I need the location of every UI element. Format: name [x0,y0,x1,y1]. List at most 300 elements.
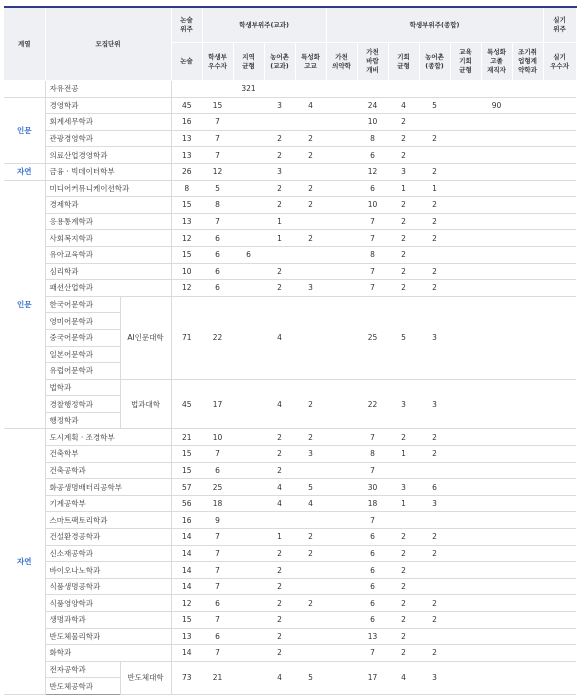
value-cell [357,81,388,98]
value-cell: 2 [388,213,419,230]
value-cell [233,661,264,694]
value-cell [326,230,357,247]
value-cell: 2 [264,446,295,463]
value-cell [233,97,264,114]
value-cell: 24 [357,97,388,114]
value-cell: 2 [295,545,326,562]
value-cell [512,130,543,147]
subheader-cell: 농어촌 (교과) [264,43,295,81]
unit-name: 경영학과 [45,97,171,114]
value-cell [326,578,357,595]
value-cell [326,479,357,496]
value-cell [233,595,264,612]
value-cell [543,462,576,479]
value-cell [326,163,357,180]
value-cell [450,197,481,214]
value-cell: 14 [171,645,202,662]
division-cell [4,81,45,98]
value-cell [419,246,450,263]
value-cell [543,495,576,512]
value-cell [419,628,450,645]
value-cell [450,446,481,463]
value-cell: 21 [202,661,233,694]
value-cell [233,114,264,131]
value-cell: 17 [357,661,388,694]
value-cell [264,246,295,263]
value-cell [295,213,326,230]
value-cell [512,197,543,214]
value-cell [326,197,357,214]
value-cell: 2 [388,529,419,546]
value-cell [512,81,543,98]
value-cell: 2 [419,280,450,297]
value-cell: 2 [388,645,419,662]
value-cell: 2 [388,628,419,645]
value-cell [481,495,512,512]
value-cell: 2 [264,130,295,147]
value-cell [481,197,512,214]
value-cell: 13 [171,628,202,645]
table-row [4,379,576,396]
value-cell [326,114,357,131]
value-cell [326,296,357,379]
value-cell: 2 [388,280,419,297]
value-cell [512,230,543,247]
table-row [4,429,576,446]
value-cell [543,479,576,496]
value-cell: 7 [202,446,233,463]
value-cell [450,628,481,645]
value-cell [326,645,357,662]
value-cell [512,612,543,629]
value-cell: 2 [295,595,326,612]
value-cell: 12 [202,163,233,180]
value-cell [295,628,326,645]
value-cell [512,280,543,297]
value-cell [233,147,264,164]
value-cell: 14 [171,545,202,562]
value-cell: 6 [202,462,233,479]
value-cell: 4 [295,97,326,114]
value-cell: 2 [388,147,419,164]
value-cell: 7 [357,429,388,446]
value-cell [450,562,481,579]
value-cell [481,462,512,479]
value-cell [419,114,450,131]
value-cell: 15 [171,446,202,463]
value-cell [326,612,357,629]
value-cell [233,645,264,662]
value-cell: 3 [388,379,419,429]
value-cell: 71 [171,296,202,379]
table-row [4,230,576,247]
value-cell: 8 [357,130,388,147]
value-cell [450,163,481,180]
value-cell [295,81,326,98]
value-cell: 2 [419,429,450,446]
subheader-cell: 실기 우수자 [543,43,576,81]
value-cell [233,180,264,197]
value-cell [202,81,233,98]
value-cell: 2 [264,595,295,612]
value-cell [450,595,481,612]
value-cell [233,280,264,297]
value-cell [481,612,512,629]
value-cell: 6 [357,612,388,629]
value-cell [512,578,543,595]
value-cell: 2 [419,230,450,247]
table-row [4,612,576,629]
value-cell: 18 [202,495,233,512]
value-cell: 6 [357,147,388,164]
value-cell [326,147,357,164]
table-row [4,246,576,263]
subheader-cell: 조기취 업형계 약학과 [512,43,543,81]
value-cell: 2 [264,263,295,280]
value-cell: 2 [388,595,419,612]
value-cell [233,612,264,629]
value-cell [481,280,512,297]
table-row [4,97,576,114]
unit-name: 전자공학과 [45,661,120,678]
division-cell: 자연 [4,429,45,695]
value-cell: 6 [202,595,233,612]
value-cell: 7 [357,462,388,479]
college-name: AI인문대학 [120,296,171,379]
value-cell: 2 [388,230,419,247]
value-cell: 3 [264,97,295,114]
value-cell [481,147,512,164]
value-cell: 56 [171,495,202,512]
value-cell [295,163,326,180]
value-cell [295,578,326,595]
value-cell [450,429,481,446]
value-cell: 5 [419,97,450,114]
value-cell [419,562,450,579]
value-cell: 13 [357,628,388,645]
subheader-cell: 학생부 우수자 [202,43,233,81]
value-cell: 25 [202,479,233,496]
value-cell [233,495,264,512]
unit-name: 식품생명공학과 [45,578,171,595]
value-cell [233,529,264,546]
value-cell: 8 [202,197,233,214]
unit-name: 도시계획 · 조경학부 [45,429,171,446]
value-cell [481,512,512,529]
value-cell [295,562,326,579]
value-cell [543,230,576,247]
value-cell [326,628,357,645]
value-cell: 2 [295,197,326,214]
value-cell [419,81,450,98]
value-cell [450,263,481,280]
value-cell [326,180,357,197]
value-cell [295,512,326,529]
table-row [4,562,576,579]
value-cell [450,529,481,546]
table-row [4,180,576,197]
value-cell: 7 [357,263,388,280]
value-cell [543,545,576,562]
header-practical-label: 실기 위주 [553,16,566,33]
header-unit: 모집단위 [45,7,171,81]
value-cell: 2 [388,246,419,263]
value-cell: 2 [419,213,450,230]
value-cell: 6 [202,230,233,247]
value-cell [481,429,512,446]
value-cell: 9 [202,512,233,529]
value-cell: 16 [171,114,202,131]
table-row [4,114,576,131]
value-cell: 7 [357,280,388,297]
value-cell: 2 [419,529,450,546]
value-cell [326,661,357,694]
value-cell: 7 [202,545,233,562]
value-cell: 25 [357,296,388,379]
value-cell: 14 [171,529,202,546]
table-row [4,296,576,313]
value-cell: 2 [264,147,295,164]
unit-name: 건축학부 [45,446,171,463]
unit-name: 중국어문학과 [45,329,120,346]
unit-name: 심리학과 [45,263,171,280]
value-cell: 2 [295,130,326,147]
value-cell: 17 [202,379,233,429]
value-cell [295,246,326,263]
value-cell [233,379,264,429]
header-practical [543,7,576,43]
value-cell [233,562,264,579]
value-cell: 6 [357,545,388,562]
unit-name: 한국어문학과 [45,296,120,313]
unit-name: 의료산업경영학과 [45,147,171,164]
value-cell: 4 [264,479,295,496]
value-cell: 2 [419,163,450,180]
value-cell [264,114,295,131]
value-cell: 8 [357,246,388,263]
value-cell [233,163,264,180]
value-cell [326,512,357,529]
value-cell: 15 [202,97,233,114]
table-row [4,197,576,214]
unit-name: 화공생명배터리공학부 [45,479,171,496]
value-cell [326,81,357,98]
value-cell [388,462,419,479]
value-cell: 7 [202,578,233,595]
value-cell [233,479,264,496]
value-cell [450,462,481,479]
value-cell: 1 [264,529,295,546]
value-cell: 7 [202,213,233,230]
value-cell [543,296,576,379]
value-cell: 1 [388,495,419,512]
value-cell: 2 [295,147,326,164]
table-row [4,595,576,612]
table-row [4,462,576,479]
header-division: 계열 [4,7,45,81]
value-cell [543,429,576,446]
value-cell [450,512,481,529]
header-record-subject: 학생부위주(교과) [202,7,326,43]
value-cell [450,379,481,429]
value-cell: 16 [171,512,202,529]
unit-name: 건축공학과 [45,462,171,479]
value-cell: 18 [357,495,388,512]
value-cell [419,147,450,164]
value-cell [326,562,357,579]
value-cell: 2 [295,429,326,446]
value-cell: 15 [171,246,202,263]
value-cell: 2 [388,562,419,579]
value-cell [450,296,481,379]
value-cell [326,595,357,612]
table-row [4,147,576,164]
unit-name: 법학과 [45,379,120,396]
value-cell: 2 [264,545,295,562]
value-cell: 2 [264,578,295,595]
value-cell: 2 [388,429,419,446]
value-cell [326,280,357,297]
value-cell [450,495,481,512]
value-cell [233,462,264,479]
value-cell [295,462,326,479]
value-cell [450,479,481,496]
table-row [4,529,576,546]
unit-name: 사회복지학과 [45,230,171,247]
table-row [4,661,576,678]
unit-name: 회계세무학과 [45,114,171,131]
value-cell [543,246,576,263]
value-cell [326,379,357,429]
value-cell: 8 [171,180,202,197]
unit-name: 화학과 [45,645,171,662]
value-cell [512,661,543,694]
value-cell: 13 [171,213,202,230]
value-cell: 3 [419,661,450,694]
value-cell: 4 [295,495,326,512]
value-cell [512,163,543,180]
value-cell [512,529,543,546]
value-cell [450,280,481,297]
value-cell: 4 [264,296,295,379]
value-cell: 7 [357,645,388,662]
value-cell: 4 [264,379,295,429]
subheader-cell: 기회 균형 [388,43,419,81]
value-cell: 7 [202,645,233,662]
unit-name: 경찰행정학과 [45,396,120,413]
value-cell: 3 [419,379,450,429]
value-cell: 4 [264,495,295,512]
value-cell [512,213,543,230]
unit-name: 일본어문학과 [45,346,120,363]
unit-name: 생명과학과 [45,612,171,629]
value-cell: 2 [295,379,326,429]
value-cell [419,578,450,595]
value-cell [543,97,576,114]
value-cell: 22 [357,379,388,429]
value-cell: 4 [388,97,419,114]
value-cell [512,114,543,131]
value-cell [543,147,576,164]
value-cell: 1 [419,180,450,197]
value-cell [481,578,512,595]
value-cell [233,628,264,645]
table-row [4,130,576,147]
value-cell [543,446,576,463]
value-cell [295,296,326,379]
value-cell: 2 [419,645,450,662]
table-row [4,512,576,529]
value-cell: 7 [202,114,233,131]
value-cell [543,197,576,214]
value-cell [512,628,543,645]
value-cell [512,379,543,429]
value-cell: 6 [357,180,388,197]
unit-name: 유럽어문학과 [45,363,120,380]
value-cell: 21 [171,429,202,446]
college-name: 반도체대학 [120,661,171,694]
value-cell: 2 [388,197,419,214]
value-cell: 13 [171,147,202,164]
value-cell [512,545,543,562]
unit-name: 자유전공 [45,81,171,98]
value-cell: 7 [202,562,233,579]
value-cell [512,645,543,662]
value-cell [326,446,357,463]
value-cell: 3 [419,296,450,379]
subheader-cell: 특성화 고졸 재직자 [481,43,512,81]
value-cell [233,296,264,379]
value-cell: 15 [171,197,202,214]
value-cell: 26 [171,163,202,180]
value-cell [295,114,326,131]
value-cell [512,512,543,529]
value-cell [481,213,512,230]
value-cell [512,97,543,114]
value-cell [481,130,512,147]
unit-name: 기계공학부 [45,495,171,512]
value-cell: 7 [202,130,233,147]
division-cell: 인문 [4,97,45,163]
unit-name: 금융 · 빅데이터학부 [45,163,171,180]
value-cell [543,578,576,595]
value-cell [450,645,481,662]
value-cell: 2 [388,545,419,562]
value-cell [233,545,264,562]
value-cell: 15 [171,462,202,479]
value-cell [295,263,326,280]
value-cell [233,230,264,247]
subheader-cell: 지역 균형 [233,43,264,81]
value-cell [264,81,295,98]
value-cell: 3 [264,163,295,180]
subheader-cell: 특성화 고교 [295,43,326,81]
value-cell [388,512,419,529]
value-cell [326,97,357,114]
value-cell: 12 [357,163,388,180]
value-cell [419,512,450,529]
value-cell: 2 [388,130,419,147]
value-cell [543,645,576,662]
value-cell: 6 [357,595,388,612]
value-cell [481,628,512,645]
value-cell: 2 [264,628,295,645]
subheader-cell: 농어촌 (종합) [419,43,450,81]
value-cell [512,296,543,379]
value-cell [450,230,481,247]
value-cell: 3 [388,479,419,496]
unit-name: 미디어커뮤니케이션학과 [45,180,171,197]
